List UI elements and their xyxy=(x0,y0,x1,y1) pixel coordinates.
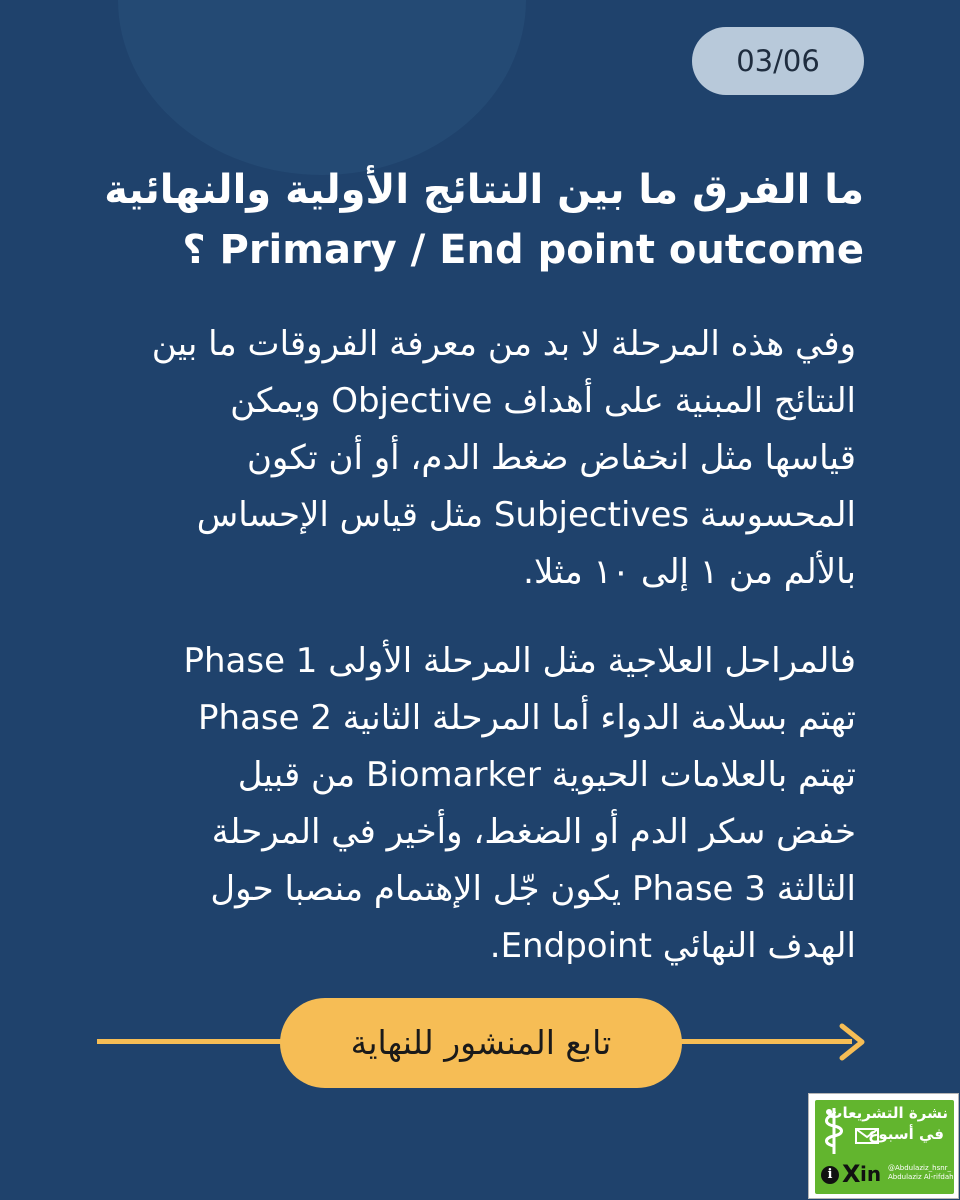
paragraph-line: فالمراحل العلاجية مثل المرحلة الأولى Phase 1 xyxy=(183,641,856,681)
paragraph-line: خفض سكر الدم أو الضغط، وأخير في المرحلة xyxy=(211,812,856,852)
logo-handles xyxy=(888,1164,954,1182)
page-title xyxy=(84,160,864,280)
handle-line: @Abdulaziz_hsnr_ xyxy=(888,1164,952,1172)
title-line-2: Primary / End point outcome ؟ xyxy=(182,227,864,273)
x-icon: X xyxy=(842,1160,861,1188)
newsletter-logo xyxy=(808,1093,959,1199)
arrow-right-icon xyxy=(836,1022,868,1062)
paragraph-line: وفي هذه المرحلة لا بد من معرفة الفروقات ما بين xyxy=(151,324,856,364)
paragraph-line: تهتم بالعلامات الحيوية Biomarker من قبيل xyxy=(237,755,856,795)
paragraph-line: بالألم من ١ إلى ١٠ مثلا. xyxy=(523,552,856,592)
paragraph-line: تهتم بسلامة الدواء أما المرحلة الثانية Phase 2 xyxy=(198,698,856,738)
logo-background xyxy=(815,1100,954,1194)
paragraph-line: النتائج المبنية على أهداف Objective ويمكن xyxy=(230,381,856,421)
paragraph-line: قياسها مثل انخفاض ضغط الدم، أو أن تكون xyxy=(246,438,856,478)
paragraph-phases xyxy=(76,633,856,975)
info-icon: i xyxy=(821,1166,839,1184)
handle-line: Abdulaziz Al-rifdah xyxy=(888,1173,954,1181)
title-line-1: ما الفرق ما بين النتائج الأولية والنهائية xyxy=(104,167,864,213)
paragraph-line: المحسوسة Subjectives مثل قياس الإحساس xyxy=(196,495,856,535)
linkedin-icon: in xyxy=(860,1162,882,1186)
continue-reading-button[interactable]: تابع المنشور للنهاية xyxy=(280,998,682,1088)
paragraph-line: الهدف النهائي Endpoint. xyxy=(489,926,856,966)
page-counter-badge: 03/06 xyxy=(692,27,864,95)
paragraph-outcomes xyxy=(76,316,856,601)
paragraph-line: الثالثة Phase 3 يكون جّل الإهتمام منصبا حول xyxy=(210,869,856,909)
background-circle xyxy=(118,0,526,175)
logo-subtitle: في أسبوع xyxy=(868,1125,944,1143)
logo-title: نشرة التشريعات xyxy=(827,1104,948,1122)
